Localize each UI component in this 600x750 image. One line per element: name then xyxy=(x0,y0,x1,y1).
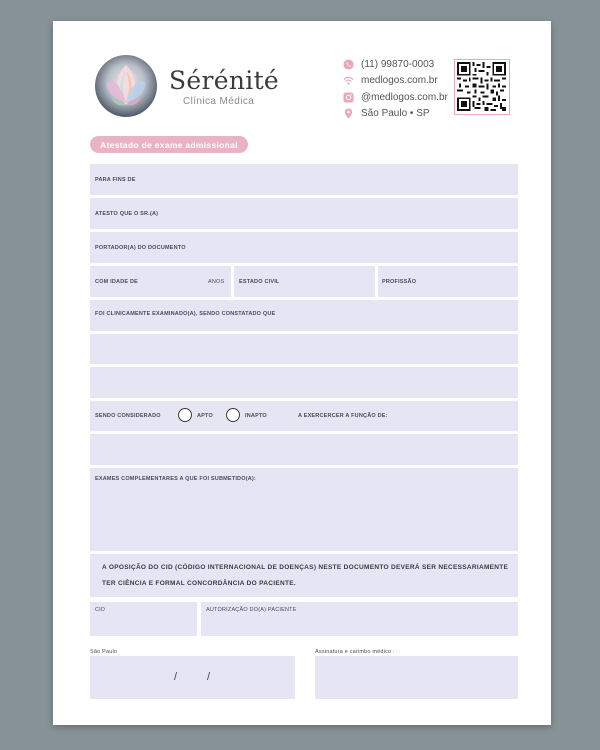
form-title-badge: Atestado de exame admissional xyxy=(90,136,248,153)
flower-logo-icon xyxy=(93,53,159,119)
brand-subtitle: Clínica Médica xyxy=(183,96,255,107)
field-considerado xyxy=(90,401,518,431)
field-exames[interactable] xyxy=(90,468,518,551)
field-estado-civil[interactable] xyxy=(234,266,375,297)
website-text[interactable]: medlogos.com.br xyxy=(361,75,438,87)
label-examinado: FOI CLINICAMENTE EXAMINADO(A), SENDO CONSTATADO QUE xyxy=(95,311,276,317)
label-exames: EXAMES COMPLEMENTARES A QUE FOI SUBMETIDO(A): xyxy=(95,476,256,482)
label-funcao: A EXERCERCER A FUNÇÃO DE: xyxy=(298,413,388,419)
field-profissao[interactable] xyxy=(378,266,518,297)
contact-website xyxy=(343,73,448,90)
field-date[interactable] xyxy=(90,656,295,699)
whatsapp-icon xyxy=(343,59,354,70)
date-separator-1: / xyxy=(174,671,178,683)
document-page xyxy=(53,21,551,725)
radio-inapto[interactable] xyxy=(226,408,240,422)
field-examinado[interactable] xyxy=(90,300,518,331)
wifi-icon xyxy=(343,75,354,86)
location-pin-icon xyxy=(343,108,354,119)
label-apto: APTO xyxy=(197,413,213,419)
field-para-fins[interactable] xyxy=(90,164,518,195)
label-atesto: ATESTO QUE O SR.(A) xyxy=(95,211,159,217)
notice-line-1: A OPOSIÇÃO DO CID (CÓDIGO INTERNACIONAL DE DOENÇAS) NESTE DOCUMENTO DEVERÁ SER NECESSARIAMENTE xyxy=(102,564,509,571)
label-profissao: PROFISSÃO xyxy=(382,279,417,285)
qr-code-icon[interactable] xyxy=(454,59,510,115)
label-considerado: SENDO CONSIDERADO xyxy=(95,413,161,419)
label-signature: Assinatura e carimbo médico : xyxy=(315,649,395,655)
field-atesto[interactable] xyxy=(90,198,518,229)
field-examinado-line-2[interactable] xyxy=(90,334,518,364)
radio-apto[interactable] xyxy=(178,408,192,422)
label-inapto: INAPTO xyxy=(245,413,267,419)
label-idade: COM IDADE DE xyxy=(95,279,139,285)
label-para-fins: PARA FINS DE xyxy=(95,177,136,183)
field-funcao[interactable] xyxy=(90,434,518,465)
location-text: São Paulo • SP xyxy=(361,108,430,120)
contact-instagram xyxy=(343,89,448,106)
contact-phone xyxy=(343,56,448,73)
instagram-icon xyxy=(343,92,354,103)
label-cid: CID xyxy=(95,607,106,613)
field-cid[interactable] xyxy=(90,602,197,636)
field-signature[interactable] xyxy=(315,656,518,699)
phone-text: (11) 99870-0003 xyxy=(361,58,435,70)
contact-list xyxy=(343,56,448,122)
cid-notice-box xyxy=(90,554,518,597)
brand-name: Sérénité xyxy=(169,66,280,95)
notice-line-2: TER CIÊNCIA E FORMAL CONCORDÂNCIA DO PACIENTE. xyxy=(102,580,296,587)
label-autorizacao: AUTORIZAÇÃO DO(A) PACIENTE xyxy=(206,607,297,613)
field-examinado-line-3[interactable] xyxy=(90,367,518,398)
label-estado-civil: ESTADO CIVIL xyxy=(239,279,280,285)
label-portador: PORTADOR(A) DO DOCUMENTO xyxy=(95,245,186,251)
field-autorizacao[interactable] xyxy=(201,602,518,636)
field-idade[interactable] xyxy=(90,266,231,297)
date-separator-2: / xyxy=(207,671,211,683)
label-anos: ANOS xyxy=(208,279,225,285)
field-portador[interactable] xyxy=(90,232,518,263)
instagram-text[interactable]: @medlogos.com.br xyxy=(361,91,448,103)
contact-location xyxy=(343,106,448,123)
label-city: São Paulo xyxy=(90,649,118,655)
